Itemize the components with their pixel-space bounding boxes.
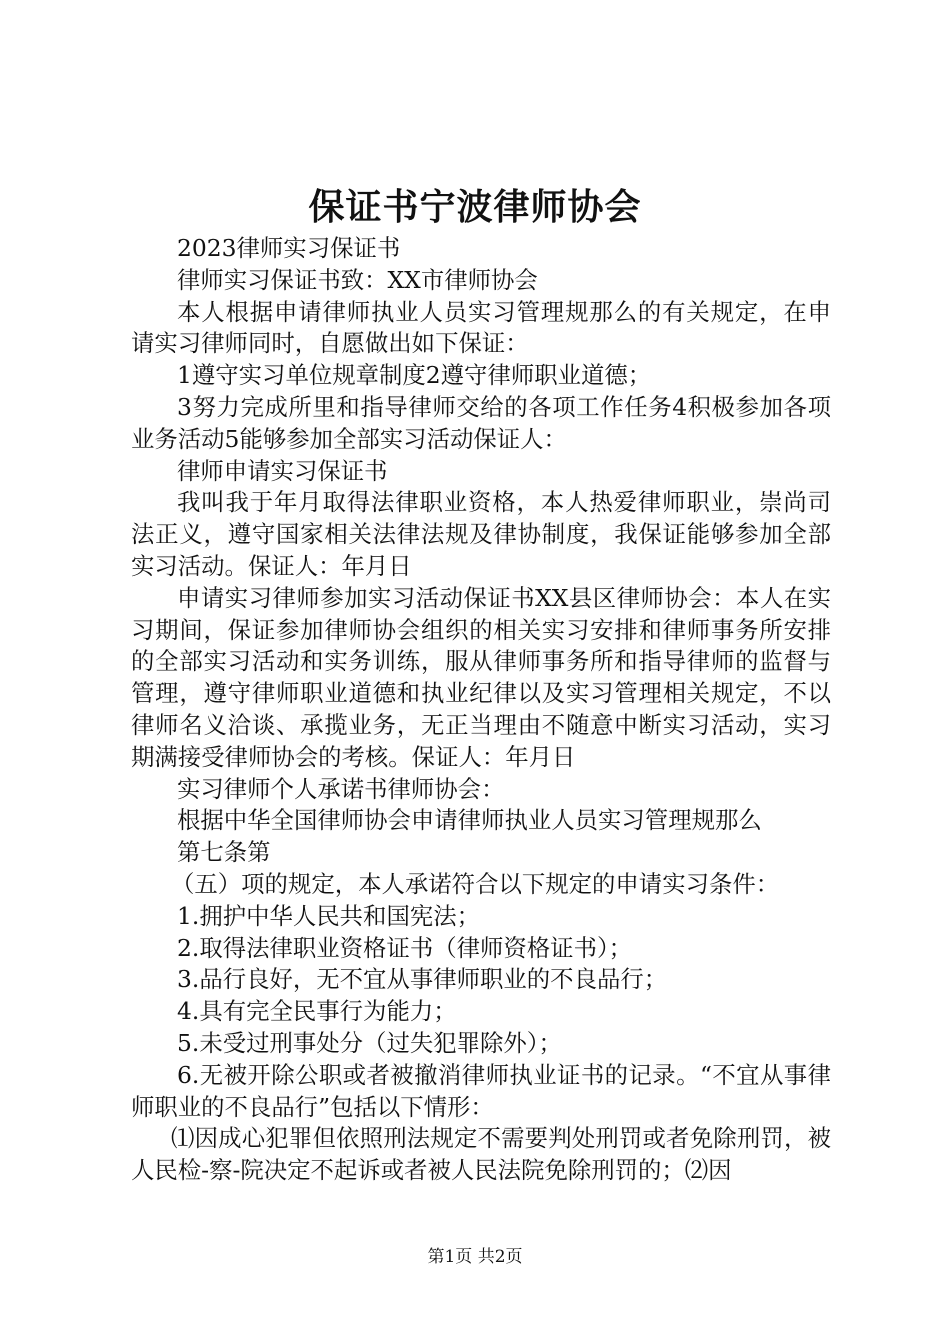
paragraph: 2023律师实习保证书 [177,234,401,262]
paragraph: 我叫我于年月取得法律职业资格，本人热爱律师职业，崇尚司法正义，遵守国家相关法律法规及律协制度，我保证能够参加全部实习活动。保证人：年月日 [131,488,831,580]
paragraph: 1.拥护中华人民共和国宪法； [177,901,481,930]
document-title: 保证书宁波律师协会 [308,186,642,228]
paragraph: 6.无被开除公职或者被撤消律师执业证书的记录。“不宜从事律师职业的不良品行”包括以下情形： [131,1060,831,1121]
paragraph: 律师申请实习保证书 [177,456,388,485]
paragraph: 第七条第 [177,838,271,867]
paragraph: 2.取得法律职业资格证书（律师资格证书）； [177,933,633,962]
paragraph: 根据中华全国律师协会申请律师执业人员实习管理规那么 [177,806,762,835]
paragraph: 3努力完成所里和指导律师交给的各项工作任务4积极参加各项业务活动5能够参加全部实习活动保证人： [131,392,831,453]
paragraph: 实习律师个人承诺书律师协会： [177,774,505,803]
paragraph: 1遵守实习单位规章制度2遵守律师职业道德； [177,361,652,390]
paragraph: 律师实习保证书致：XX市律师协会 [177,265,538,294]
paragraph: 4.具有完全民事行为能力； [177,997,457,1026]
document-body [131,233,831,1187]
paragraph: 3.品行良好，无不宜从事律师职业的不良品行； [177,965,668,994]
paragraph: 本人根据申请律师执业人员实习管理规那么的有关规定，在申请实习律师同时，自愿做出如下保证： [131,297,831,358]
paragraph: 5.未受过刑事处分（过失犯罪除外）； [177,1028,562,1057]
paragraph: （五）项的规定，本人承诺符合以下规定的申请实习条件： [171,869,780,898]
paragraph: 申请实习律师参加实习活动保证书XX县区律师协会：本人在实习期间，保证参加律师协会组织的相关实习安排和律师事务所安排的全部实习活动和实务训练，服从律师事务所和指导律师的监督与管理，遵守律师职业道德和执业纪律以及实习管理相关规定，不以律师名义洽谈、承揽业务，无正当理由不随意中断实习活动，实习期满接受律师协会的考核。保证人：年月日 [131,583,831,771]
page-indicator: 第1页 共2页 [427,1247,523,1267]
paragraph: ⑴因成心犯罪但依照刑法规定不需要判处刑罚或者免除刑罚，被人民检-察-院决定不起诉或者被人民法院免除刑罚的；⑵因 [131,1124,831,1185]
